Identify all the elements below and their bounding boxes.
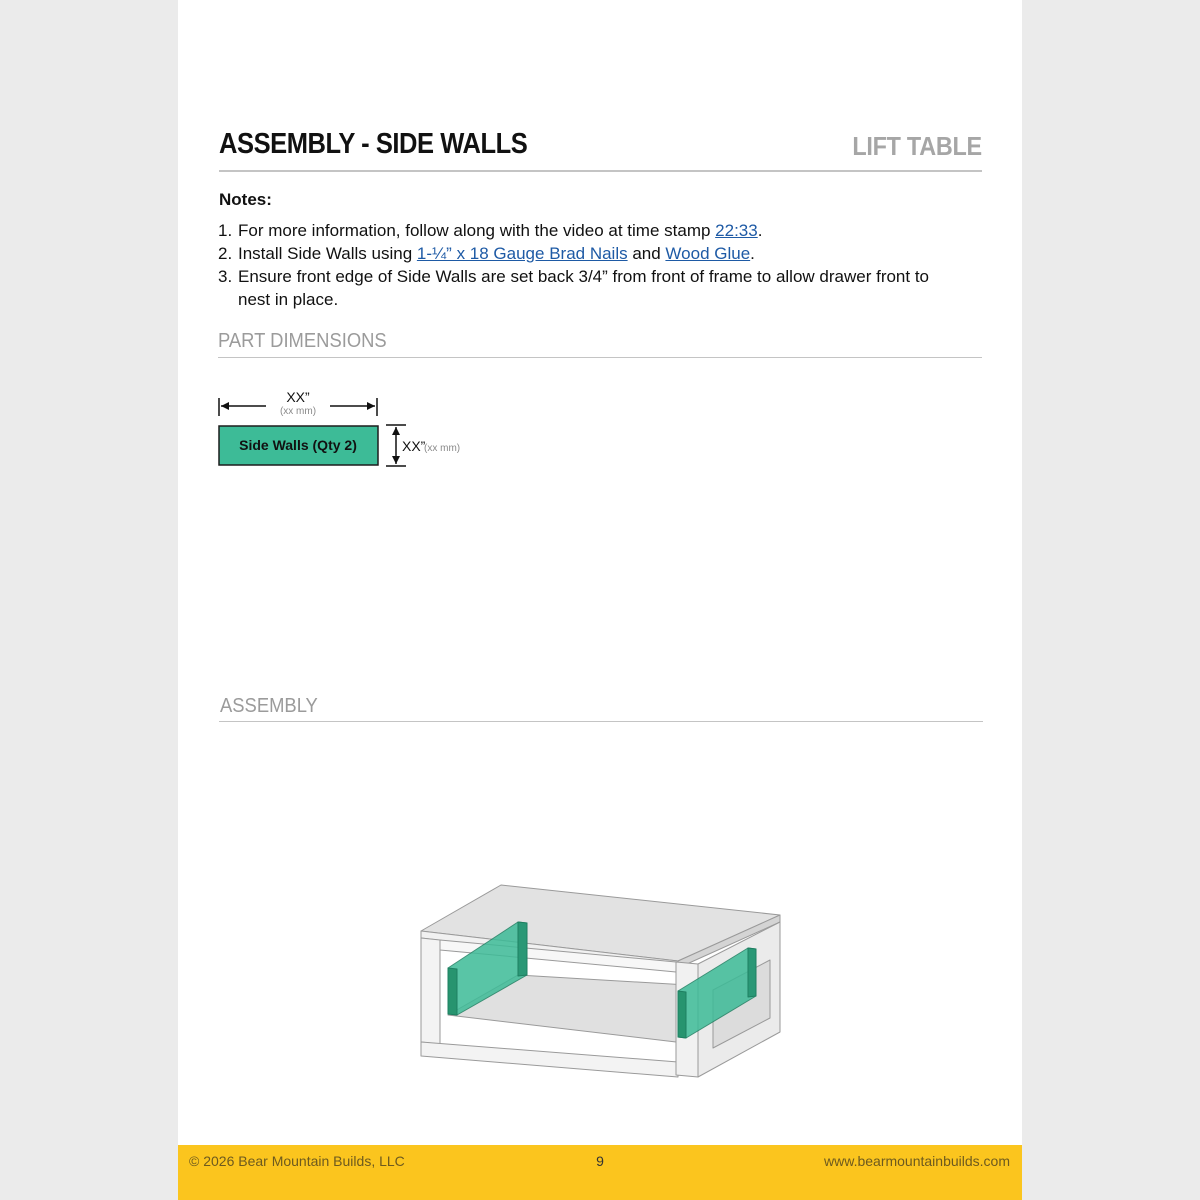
left-post xyxy=(421,938,440,1044)
front-bottom-rail xyxy=(421,1042,678,1077)
part-dimensions-heading: PART DIMENSIONS xyxy=(218,330,387,352)
part-label: Side Walls (Qty 2) xyxy=(239,437,357,453)
left-side-wall-front xyxy=(448,968,457,1015)
brad-nails-link[interactable]: 1-¼” x 18 Gauge Brad Nails xyxy=(416,244,628,263)
right-side-wall-front xyxy=(678,991,686,1038)
note-text: . xyxy=(757,221,763,240)
footer-website-link[interactable]: www.bearmountainbuilds.com xyxy=(824,1153,1010,1169)
height-label: XX” xyxy=(402,438,426,454)
note-number: 3. xyxy=(218,267,233,286)
width-mm-label: (xx mm) xyxy=(279,406,317,417)
note-number: 2. xyxy=(218,244,233,263)
document-page xyxy=(178,0,1022,1200)
height-mm-label: (xx mm) xyxy=(424,443,461,454)
note-number: 1. xyxy=(218,221,233,240)
note-text: and xyxy=(627,244,666,263)
note-text: nest in place. xyxy=(238,290,339,309)
footer-page-number: 9 xyxy=(596,1153,604,1169)
note-text: . xyxy=(750,244,755,263)
note-text: Install Side Walls using xyxy=(238,244,417,263)
width-label: XX” xyxy=(286,389,310,405)
assembly-heading: ASSEMBLY xyxy=(220,695,318,717)
note-text: For more information, follow along with the video at time stamp xyxy=(238,221,716,240)
wood-glue-link[interactable]: Wood Glue xyxy=(665,244,751,263)
footer-copyright: © 2026 Bear Mountain Builds, LLC xyxy=(189,1153,405,1169)
assembly-illustration xyxy=(178,0,1022,1200)
video-timestamp-link[interactable]: 22:33 xyxy=(715,221,758,240)
product-name: LIFT TABLE xyxy=(852,131,982,161)
left-side-wall-edge xyxy=(518,922,527,976)
page-title: ASSEMBLY - SIDE WALLS xyxy=(219,128,528,160)
right-side-wall-edge xyxy=(748,948,756,997)
notes-heading: Notes: xyxy=(219,190,272,209)
page-footer xyxy=(178,1145,1022,1200)
note-text: Ensure front edge of Side Walls are set back 3/4” from front of frame to allow drawer front to xyxy=(238,267,930,286)
